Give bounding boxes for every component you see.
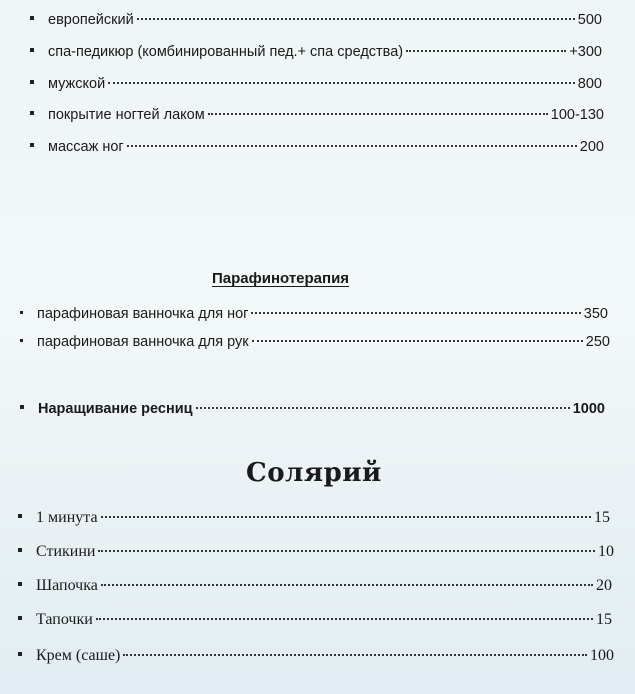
item-label: 1 минута	[36, 509, 98, 526]
dot-leader	[101, 516, 591, 518]
item-price: 20	[596, 577, 612, 594]
item-price: 350	[583, 306, 608, 322]
item-label: Крем (саше)	[36, 647, 121, 664]
item-label: спа-педикюр (комбинированный пед.+ спа средства)	[48, 44, 404, 60]
dot-leader	[137, 18, 575, 20]
dot-leader	[108, 82, 575, 84]
list-item	[20, 306, 608, 322]
item-price: 10	[598, 543, 614, 560]
item-price: 250	[585, 334, 610, 350]
bullet	[18, 652, 22, 656]
dot-leader	[196, 407, 570, 409]
dot-leader	[127, 145, 577, 147]
dot-leader	[251, 312, 580, 314]
dot-leader	[252, 340, 583, 342]
list-item	[30, 107, 604, 123]
item-label: Тапочки	[36, 611, 93, 628]
item-label: покрытие ногтей лаком	[48, 107, 205, 123]
list-item	[18, 611, 612, 629]
item-label: парафиновая ванночка для рук	[37, 334, 249, 350]
item-label: Шапочка	[36, 577, 98, 594]
dot-leader	[96, 618, 593, 620]
bullet	[30, 80, 34, 84]
item-price: 100	[590, 647, 614, 664]
item-price: 200	[579, 139, 604, 155]
bullet	[18, 582, 22, 586]
bullet	[20, 405, 24, 409]
section-title-solarium: Солярий	[246, 458, 382, 488]
item-price: +300	[569, 44, 602, 60]
list-item	[18, 543, 614, 561]
item-label: Стикини	[36, 543, 96, 560]
list-item	[20, 334, 610, 350]
item-label: парафиновая ванночка для ног	[37, 306, 249, 322]
item-price: 15	[596, 611, 612, 628]
dot-leader	[101, 584, 593, 586]
item-price: 15	[594, 509, 610, 526]
bullet	[30, 143, 34, 147]
item-price: 500	[577, 12, 602, 28]
item-price: 100-130	[550, 107, 604, 123]
bullet	[20, 339, 23, 342]
list-item	[30, 139, 604, 155]
item-label: Наращивание ресниц	[38, 401, 193, 417]
dot-leader	[98, 550, 595, 552]
dot-leader	[123, 654, 587, 656]
bullet	[18, 514, 22, 518]
bullet	[18, 616, 22, 620]
bullet	[30, 48, 34, 52]
item-label: европейский	[48, 12, 134, 28]
list-item	[18, 647, 614, 665]
bullet	[18, 548, 22, 552]
bullet	[30, 16, 34, 20]
dot-leader	[208, 113, 548, 115]
section-title-paraffin: Парафинотерапия	[212, 270, 350, 287]
dot-leader	[406, 50, 566, 52]
list-item	[18, 509, 610, 527]
list-item	[30, 76, 602, 92]
item-price: 1000	[572, 401, 605, 417]
list-item	[20, 401, 605, 417]
list-item	[30, 44, 602, 60]
bullet	[20, 311, 23, 314]
list-item	[30, 12, 602, 28]
item-label: мужской	[48, 76, 106, 92]
bullet	[30, 111, 34, 115]
item-price: 800	[577, 76, 602, 92]
item-label: массаж ног	[48, 139, 124, 155]
list-item	[18, 577, 612, 595]
